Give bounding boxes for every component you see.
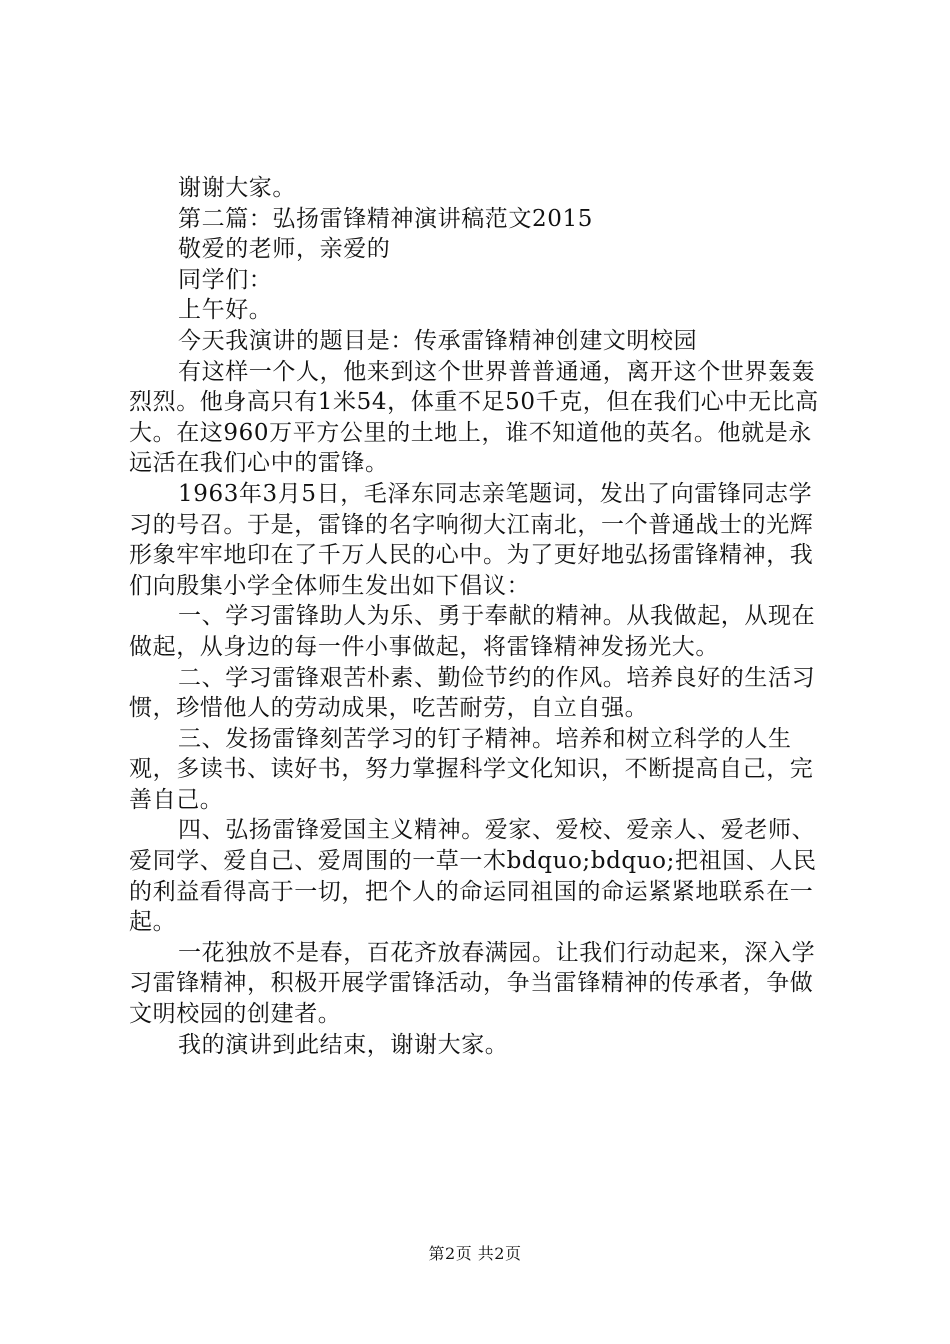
paragraph-intro: 有这样一个人，他来到这个世界普普通通，离开这个世界轰轰烈烈。他身高只有1米54，体重不足50千克，但在我们心中无比高大。在这960万平方公里的土地上，谁不知道他的英名。他就是永远活在我们心中的雷锋。 xyxy=(129,358,819,477)
salutation-line-1: 敬爱的老师，亲爱的 xyxy=(178,236,391,263)
page-footer xyxy=(0,1244,950,1264)
paragraph-proposal-2: 二、学习雷锋艰苦朴素、勤俭节约的作风。培养良好的生活习惯，珍惜他人的劳动成果，吃苦耐劳，自立自强。 xyxy=(129,664,816,722)
paragraph-proposal-3: 三、发扬雷锋刻苦学习的钉子精神。培养和树立科学的人生观，多读书、读好书，努力掌握科学文化知识，不断提高自己，完善自己。 xyxy=(129,725,814,813)
speech-topic: 今天我演讲的题目是：传承雷锋精神创建文明校园 xyxy=(178,327,698,354)
page-number-label: 第2页 共2页 xyxy=(428,1244,522,1263)
paragraph-closing-thanks: 谢谢大家。 xyxy=(178,175,296,201)
document-body xyxy=(129,173,830,1060)
paragraph-proposal-4: 四、弘扬雷锋爱国主义精神。爱家、爱校、爱亲人、爱老师、爱同学、爱自己、爱周围的一草一木bdquo;bdquo;把祖国、人民的利益看得高于一切，把个人的命运同祖国的命运紧紧地联系在一起。 xyxy=(129,817,817,936)
paragraph-call-to-action: 一花独放不是春，百花齐放春满园。让我们行动起来，深入学习雷锋精神，积极开展学雷锋活动，争当雷锋精神的传承者，争做文明校园的创建者。 xyxy=(129,939,816,1028)
salutation-line-2: 同学们： xyxy=(178,266,273,293)
paragraph-history: 1963年3月5日，毛泽东同志亲笔题词，发出了向雷锋同志学习的号召。于是，雷锋的名字响彻大江南北，一个普通战士的光辉形象牢牢地印在了千万人民的心中。为了更好地弘扬雷锋精神，我们向殷集小学全体师生发出如下倡议： xyxy=(129,480,814,599)
paragraph-ending: 我的演讲到此结束，谢谢大家。 xyxy=(178,1031,509,1058)
greeting: 上午好。 xyxy=(178,297,273,324)
section-heading: 第二篇：弘扬雷锋精神演讲稿范文2015 xyxy=(178,205,593,232)
paragraph-proposal-1: 一、学习雷锋助人为乐、勇于奉献的精神。从我做起，从现在做起，从身边的每一件小事做起，将雷锋精神发扬光大。 xyxy=(129,603,816,660)
